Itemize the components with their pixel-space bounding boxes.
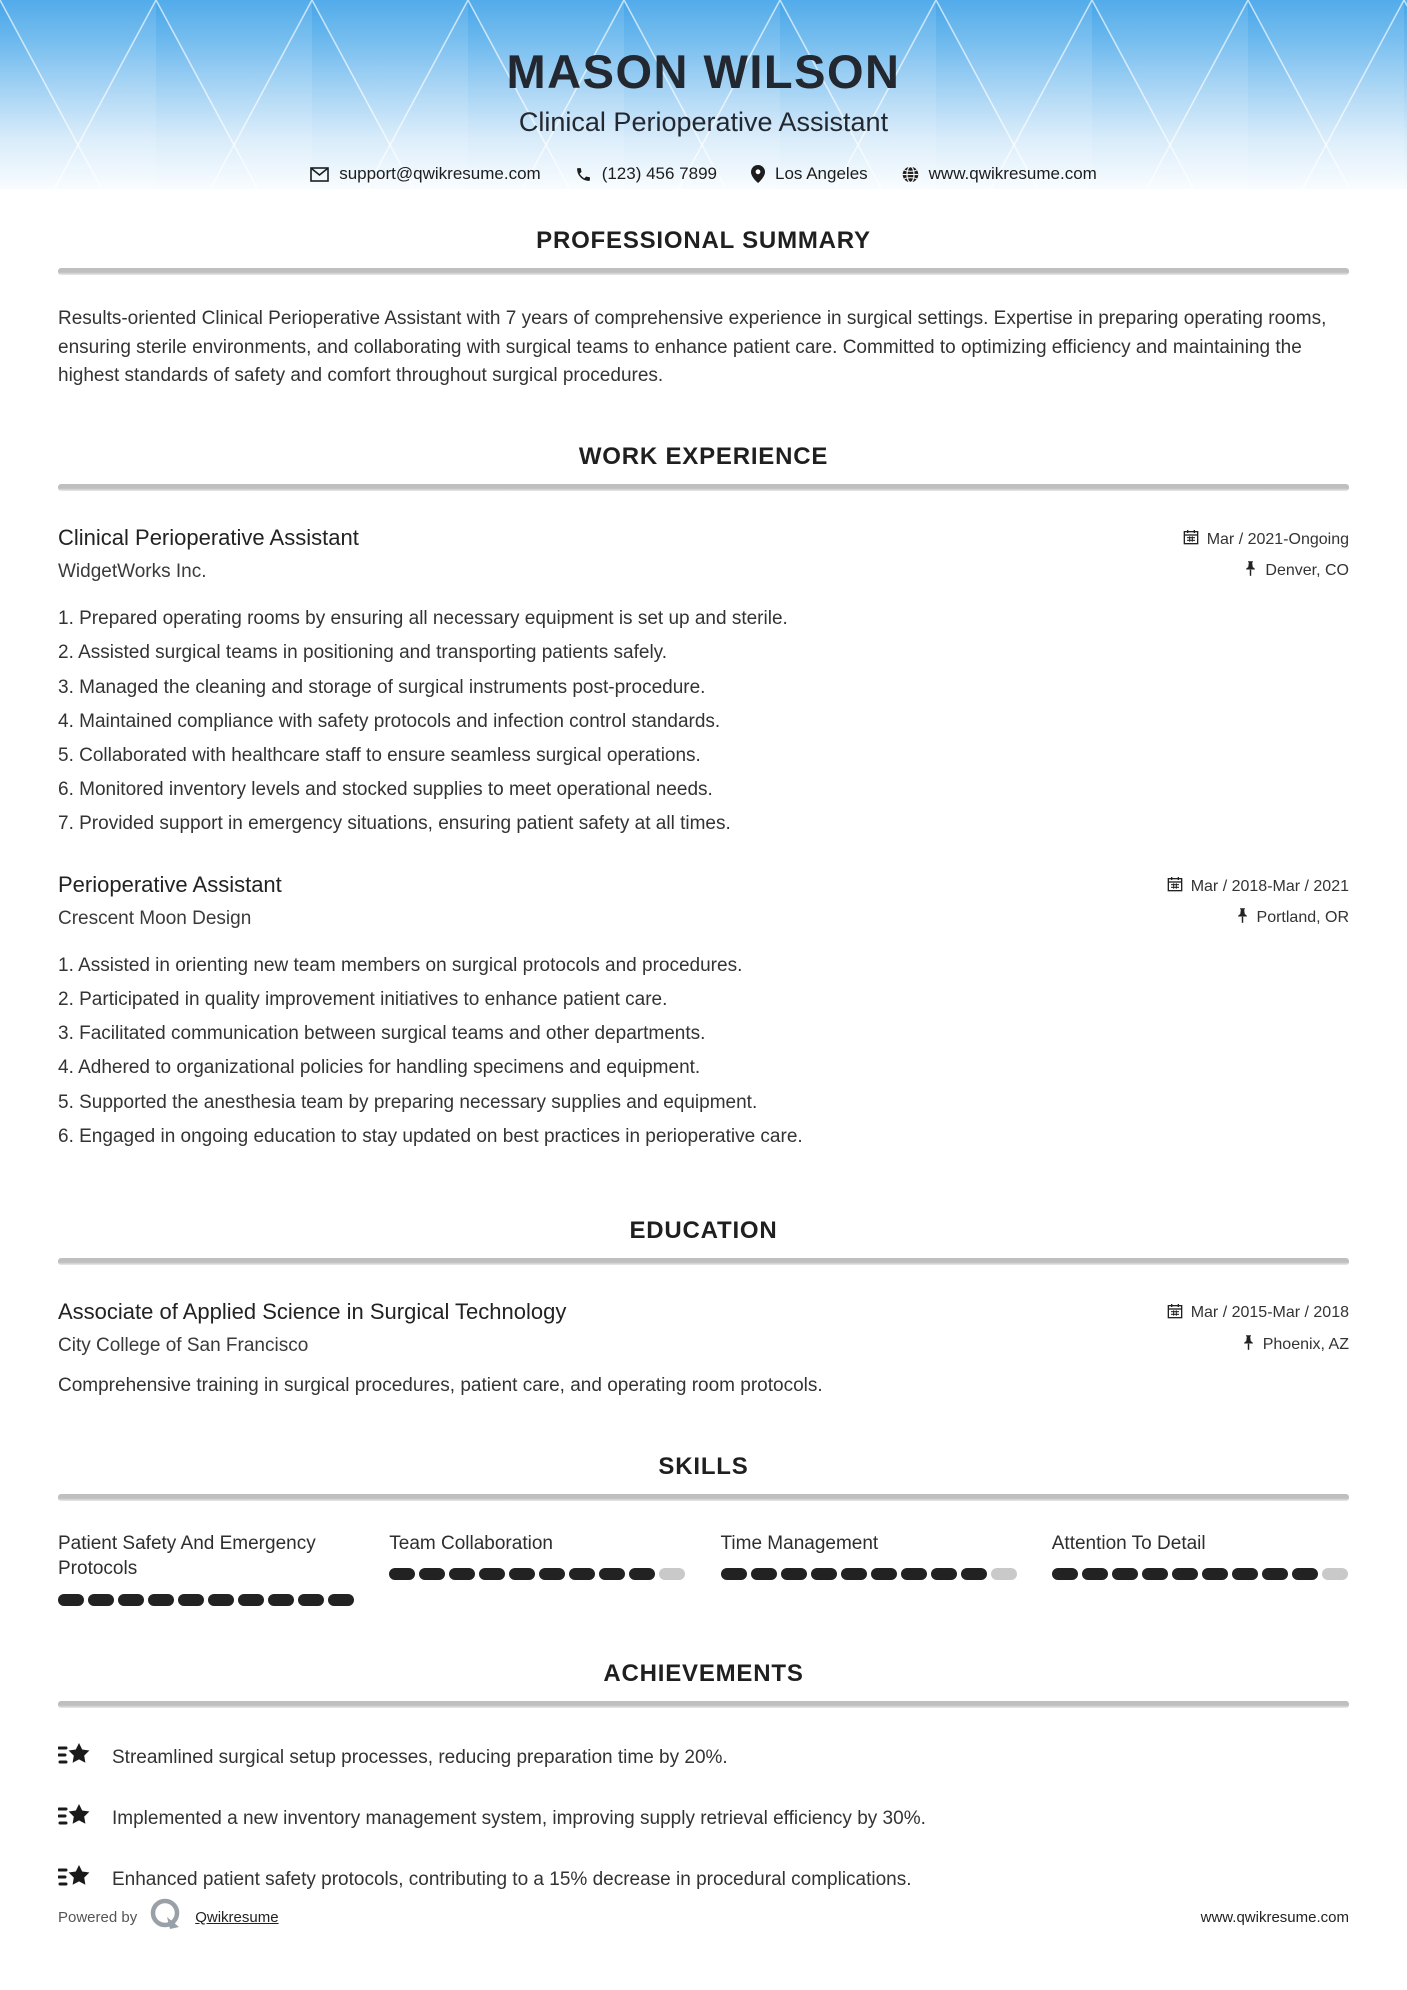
- calendar-icon: [1167, 876, 1183, 897]
- calendar-icon: [1183, 529, 1199, 550]
- work-experience-heading: WORK EXPERIENCE: [578, 443, 829, 471]
- skill-level-dot: [961, 1568, 987, 1580]
- skill-name: Time Management: [720, 1532, 879, 1554]
- candidate-name: MASON WILSON: [506, 45, 901, 98]
- job-bullets: [58, 952, 1349, 1151]
- achievements-heading: ACHIEVEMENTS: [603, 1660, 804, 1687]
- skill-item: [721, 1531, 1018, 1581]
- skill-level-dot: [479, 1568, 505, 1580]
- education-location: [1242, 1334, 1349, 1356]
- skill-level-bar: [721, 1568, 1018, 1580]
- skill-level-dot: [238, 1594, 264, 1606]
- skill-level-dot: [871, 1568, 897, 1580]
- skill-item: [389, 1531, 686, 1581]
- skill-level-dot: [1262, 1568, 1288, 1580]
- job-bullet: 2. Participated in quality improvement initiatives to enhance patient care.: [58, 989, 668, 1011]
- skill-level-dot: [599, 1568, 625, 1580]
- footer: [0, 1897, 1407, 1990]
- achievements-list: [58, 1740, 1349, 1897]
- phone-icon: [575, 166, 592, 183]
- job-bullet: 5. Supported the anesthesia team by preparing necessary supplies and equipment.: [58, 1091, 758, 1113]
- skill-level-dot: [509, 1568, 535, 1580]
- skill-level-dot: [148, 1594, 174, 1606]
- degree-title: Associate of Applied Science in Surgical Technology: [58, 1298, 567, 1324]
- achievement-item: [58, 1862, 1349, 1897]
- contact-website: [902, 164, 1097, 184]
- footer-website: www.qwikresume.com: [1200, 1909, 1349, 1926]
- job-bullet: 1. Assisted in orienting new team members on surgical protocols and procedures.: [58, 955, 743, 977]
- skill-level-dot: [118, 1594, 144, 1606]
- skill-level-dot: [1202, 1568, 1228, 1580]
- skill-level-dot: [751, 1568, 777, 1580]
- skill-level-dot: [1232, 1568, 1258, 1580]
- skill-name: Team Collaboration: [389, 1532, 553, 1554]
- pushpin-icon: [1236, 907, 1249, 929]
- job-bullet: 1. Prepared operating rooms by ensuring all necessary equipment is set up and sterile.: [58, 608, 788, 630]
- contact-email-text: support@qwikresume.com: [339, 164, 541, 183]
- achievement-item: [58, 1801, 1349, 1836]
- job-title: Perioperative Assistant: [58, 872, 282, 898]
- pushpin-icon: [1244, 560, 1257, 582]
- job-title: Clinical Perioperative Assistant: [58, 525, 359, 551]
- header-banner: [0, 0, 1407, 189]
- contact-location: [751, 164, 868, 184]
- education-date: [1167, 1303, 1349, 1324]
- skills-grid: [58, 1531, 1349, 1606]
- job-location: [1244, 560, 1349, 582]
- skill-level-dot: [389, 1568, 415, 1580]
- skill-level-dot: [659, 1568, 685, 1580]
- skill-level-dot: [811, 1568, 837, 1580]
- job-bullet: 4. Adhered to organizational policies for handling specimens and equipment.: [58, 1057, 701, 1079]
- skill-level-bar: [58, 1594, 355, 1606]
- section-divider: [58, 1701, 1349, 1708]
- skill-level-dot: [298, 1594, 324, 1606]
- education-location-text: Phoenix, AZ: [1262, 1335, 1349, 1353]
- job-bullets: [58, 605, 1349, 838]
- location-pin-icon: [751, 165, 765, 183]
- skill-level-dot: [1112, 1568, 1138, 1580]
- shooting-star-icon: [58, 1801, 92, 1836]
- section-divider: [58, 484, 1349, 491]
- contact-website-text: www.qwikresume.com: [928, 164, 1097, 183]
- skill-level-dot: [1322, 1568, 1348, 1580]
- skill-level-dot: [268, 1594, 294, 1606]
- skill-level-dot: [1172, 1568, 1198, 1580]
- job-company: WidgetWorks Inc.: [58, 561, 207, 583]
- skill-level-dot: [841, 1568, 867, 1580]
- email-icon: [310, 167, 329, 182]
- skill-level-dot: [328, 1594, 354, 1606]
- achievement-text: Streamlined surgical setup processes, reducing preparation time by 20%.: [112, 1746, 728, 1768]
- globe-icon: [902, 166, 919, 183]
- job-date-text: Mar / 2018-Mar / 2021: [1190, 877, 1349, 895]
- skill-name: Patient Safety And Emergency Protocols: [58, 1532, 316, 1580]
- qwikresume-logo-icon: [149, 1897, 183, 1938]
- skill-level-dot: [1052, 1568, 1078, 1580]
- job-entry: [58, 872, 1349, 1151]
- skill-level-dot: [1292, 1568, 1318, 1580]
- resume-body: [0, 189, 1407, 1897]
- skill-level-bar: [389, 1568, 686, 1580]
- skill-level-dot: [178, 1594, 204, 1606]
- skill-level-dot: [58, 1594, 84, 1606]
- contact-row: [0, 164, 1407, 184]
- summary-text: Results-oriented Clinical Perioperative Assistant with 7 years of comprehensive experience in surgical settings. Expertise in preparing operating rooms, ensuring sterile environments, and collaborating with surgical teams to enhance patient care. Committed to optimizing efficiency and maintaining the highest standards of safety and comfort throughout surgical procedures.: [58, 307, 1327, 387]
- calendar-icon: [1167, 1303, 1183, 1324]
- skill-item: [1052, 1531, 1349, 1581]
- skill-level-dot: [449, 1568, 475, 1580]
- qwikresume-link[interactable]: Qwikresume: [195, 1909, 279, 1926]
- job-bullet: 5. Collaborated with healthcare staff to ensure seamless surgical operations.: [58, 744, 701, 766]
- education-description: Comprehensive training in surgical procedures, patient care, and operating room protocols.: [58, 1374, 823, 1396]
- skill-level-dot: [419, 1568, 445, 1580]
- pushpin-icon: [1242, 1334, 1255, 1356]
- achievement-item: [58, 1740, 1349, 1775]
- contact-phone-text: (123) 456 7899: [601, 164, 718, 183]
- job-bullet: 3. Facilitated communication between surgical teams and other departments.: [58, 1023, 706, 1045]
- section-divider: [58, 268, 1349, 275]
- summary-heading: PROFESSIONAL SUMMARY: [536, 226, 871, 254]
- section-divider: [58, 1258, 1349, 1265]
- contact-email: [310, 164, 541, 184]
- powered-by-label: Powered by: [58, 1909, 138, 1926]
- skill-level-dot: [539, 1568, 565, 1580]
- skill-level-dot: [931, 1568, 957, 1580]
- skill-item: [58, 1531, 355, 1606]
- achievement-text: Enhanced patient safety protocols, contributing to a 15% decrease in procedural complications.: [112, 1868, 912, 1890]
- skill-level-dot: [991, 1568, 1017, 1580]
- job-entry: [58, 525, 1349, 838]
- shooting-star-icon: [58, 1740, 92, 1775]
- section-divider: [58, 1494, 1349, 1501]
- skill-level-dot: [88, 1594, 114, 1606]
- job-date: [1167, 876, 1349, 897]
- skills-heading: SKILLS: [658, 1452, 749, 1480]
- skill-level-dot: [208, 1594, 234, 1606]
- job-company: Crescent Moon Design: [58, 908, 252, 930]
- skill-level-dot: [629, 1568, 655, 1580]
- skill-level-dot: [721, 1568, 747, 1580]
- skill-name: Attention To Detail: [1051, 1532, 1206, 1554]
- job-location: [1236, 907, 1349, 929]
- job-bullet: 6. Monitored inventory levels and stocked supplies to meet operational needs.: [58, 778, 713, 800]
- job-bullet: 6. Engaged in ongoing education to stay updated on best practices in perioperative care.: [58, 1125, 803, 1147]
- job-location-text: Denver, CO: [1265, 562, 1349, 580]
- shooting-star-icon: [58, 1862, 92, 1897]
- job-date: [1183, 529, 1349, 550]
- skill-level-dot: [901, 1568, 927, 1580]
- job-bullet: 7. Provided support in emergency situations, ensuring patient safety at all times.: [58, 812, 731, 834]
- skill-level-dot: [1082, 1568, 1108, 1580]
- skill-level-dot: [781, 1568, 807, 1580]
- job-location-text: Portland, OR: [1256, 909, 1349, 927]
- education-entry: [58, 1299, 1349, 1397]
- contact-location-text: Los Angeles: [775, 164, 868, 183]
- skill-level-dot: [1142, 1568, 1168, 1580]
- skill-level-bar: [1052, 1568, 1349, 1580]
- education-date-text: Mar / 2015-Mar / 2018: [1190, 1304, 1349, 1322]
- job-bullet: 2. Assisted surgical teams in positioning and transporting patients safely.: [58, 642, 668, 664]
- education-heading: EDUCATION: [629, 1216, 778, 1244]
- job-date-text: Mar / 2021-Ongoing: [1206, 530, 1349, 548]
- school-name: City College of San Francisco: [58, 1334, 309, 1356]
- job-bullet: 4. Maintained compliance with safety protocols and infection control standards.: [58, 710, 721, 732]
- job-bullet: 3. Managed the cleaning and storage of surgical instruments post-procedure.: [58, 676, 706, 698]
- achievement-text: Implemented a new inventory management system, improving supply retrieval efficiency by 30%.: [112, 1807, 926, 1829]
- skill-level-dot: [569, 1568, 595, 1580]
- contact-phone: [575, 164, 717, 184]
- candidate-title: Clinical Perioperative Assistant: [518, 107, 889, 137]
